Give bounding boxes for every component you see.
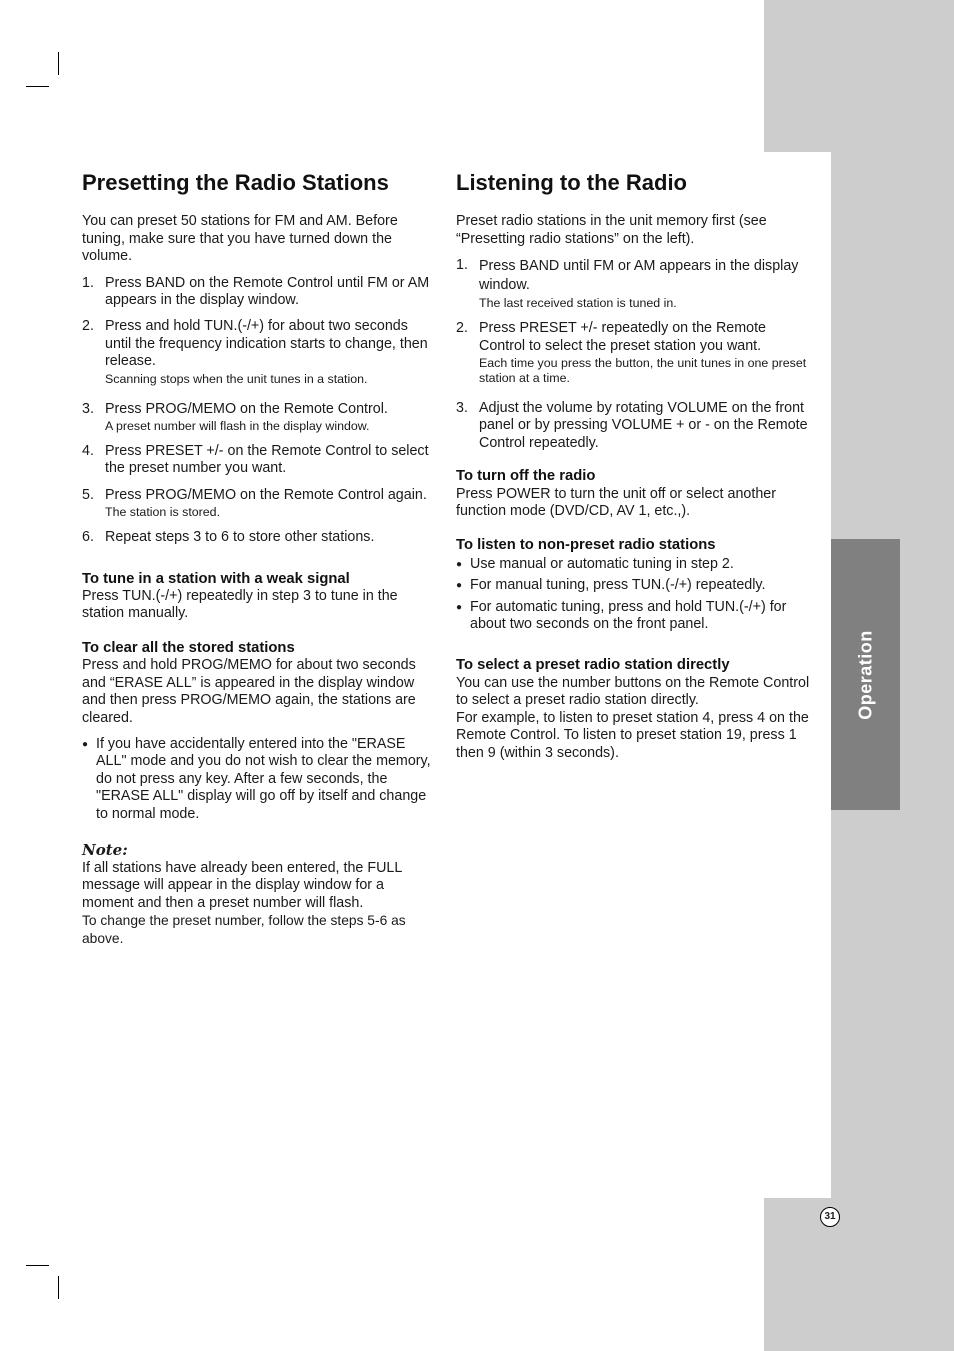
crop-mark-top-vertical <box>58 52 59 75</box>
preset-step-5: 5. Press PROG/MEMO on the Remote Control again. The station is stored. <box>82 487 436 520</box>
preset-step-1: 1. Press BAND on the Remote Control until FM or AM appears in the display window. <box>82 274 430 309</box>
step-note: The station is stored. <box>105 505 221 520</box>
turn-off-heading: To turn off the radio <box>456 468 596 485</box>
preset-steps <box>82 275 436 547</box>
note-heading: Note: <box>82 840 128 859</box>
direct-select-line-1: You can use the number buttons on the Remote Control to select a preset radio station directly. <box>456 674 810 709</box>
step-note: The last received station is tuned in. <box>479 296 677 311</box>
bullet-icon: ● <box>456 601 463 613</box>
right-title: Listening to the Radio <box>456 170 687 195</box>
crop-mark-bottom-horizontal <box>26 1265 49 1266</box>
note-line-1: If all stations have already been entered, the FULL message will appear in the display window for a moment and then a preset number will flash. <box>82 859 402 911</box>
note-line-2: To change the preset number, follow the steps 5-6 as above. <box>82 913 406 946</box>
non-preset-heading: To listen to non-preset radio stations <box>456 537 716 554</box>
right-column <box>456 170 810 762</box>
note-section <box>82 841 436 947</box>
listen-step-3: 3. Adjust the volume by rotating VOLUME on the front panel or by pressing VOLUME + or - on the Remote Control repeatedly. <box>456 400 808 451</box>
step-note: Each time you press the button, the unit tunes in one preset station at a time. <box>479 356 807 386</box>
crop-mark-bottom-vertical <box>58 1276 59 1299</box>
bullet-icon: ● <box>456 580 463 592</box>
section-tab-label: Operation <box>855 629 875 720</box>
left-column <box>82 170 436 947</box>
left-intro: You can preset 50 stations for FM and AM. Before tuning, make sure that you have turned down the volume. <box>82 213 398 265</box>
step-note: A preset number will flash in the display window. <box>105 419 370 434</box>
weak-signal-body: Press TUN.(-/+) repeatedly in step 3 to tune in the station manually. <box>82 588 398 622</box>
right-intro: Preset radio stations in the unit memory first (see “Presetting radio stations” on the left). <box>456 213 767 247</box>
non-preset-section <box>456 537 810 633</box>
non-preset-bullet: ● Use manual or automatic tuning in step 2. <box>456 555 734 572</box>
preset-step-4: 4. Press PRESET +/- on the Remote Control to select the preset number you want. <box>82 443 429 477</box>
preset-step-2: 2. Press and hold TUN.(-/+) for about two seconds until the frequency indication starts to change, then release. Scanning stops when the unit tunes in a station. <box>82 318 436 386</box>
turn-off-section <box>456 468 810 520</box>
bullet-icon: ● <box>82 738 89 750</box>
direct-select-heading: To select a preset radio station directly <box>456 657 730 674</box>
weak-signal-heading: To tune in a station with a weak signal <box>82 570 350 587</box>
clear-all-bullet: ● If you have accidentally entered into the "ERASE ALL" mode and you do not wish to clear the memory, do not press any key. After a few seconds, the "ERASE ALL" display will go off by itself and change to normal mode. <box>82 735 431 822</box>
non-preset-bullet: ● For manual tuning, press TUN.(-/+) repeatedly. <box>456 577 766 594</box>
preset-step-3: 3. Press PROG/MEMO on the Remote Control. A preset number will flash in the display window. <box>82 401 436 434</box>
turn-off-body: Press POWER to turn the unit off or select another function mode (DVD/CD, AV 1, etc.,). <box>456 485 776 520</box>
page-number-badge: 31 <box>820 1207 840 1227</box>
clear-all-heading: To clear all the stored stations <box>82 639 295 656</box>
non-preset-bullet: ● For automatic tuning, press and hold TUN.(-/+) for about two seconds on the front panel. <box>456 598 787 633</box>
preset-step-6: 6. Repeat steps 3 to 6 to store other stations. <box>82 529 375 546</box>
listen-step-2: 2. Press PRESET +/- repeatedly on the Remote Control to select the preset station you want. Each time you press the button, the unit tunes in one preset station at a time. <box>456 320 810 386</box>
clear-all-section <box>82 640 436 823</box>
weak-signal-section <box>82 571 436 623</box>
listen-steps <box>456 257 810 452</box>
left-title: Presetting the Radio Stations <box>82 170 389 195</box>
bullet-icon: ● <box>456 558 463 570</box>
step-note: Scanning stops when the unit tunes in a station. <box>105 371 368 386</box>
direct-select-line-2: For example, to listen to preset station 4, press 4 on the Remote Control. To listen to preset station 19, press 1 then 9 (within 3 seconds). <box>456 709 809 761</box>
listen-step-1: 1. Press BAND until FM or AM appears in the display window. The last received station is tuned in. <box>456 257 810 311</box>
clear-all-body: Press and hold PROG/MEMO for about two seconds and “ERASE ALL” is appeared in the display window and then press PROG/MEMO again, the stations are cleared. <box>82 657 416 726</box>
section-tab <box>831 539 900 810</box>
direct-select-section <box>456 657 810 761</box>
crop-mark-top-horizontal <box>26 86 49 87</box>
